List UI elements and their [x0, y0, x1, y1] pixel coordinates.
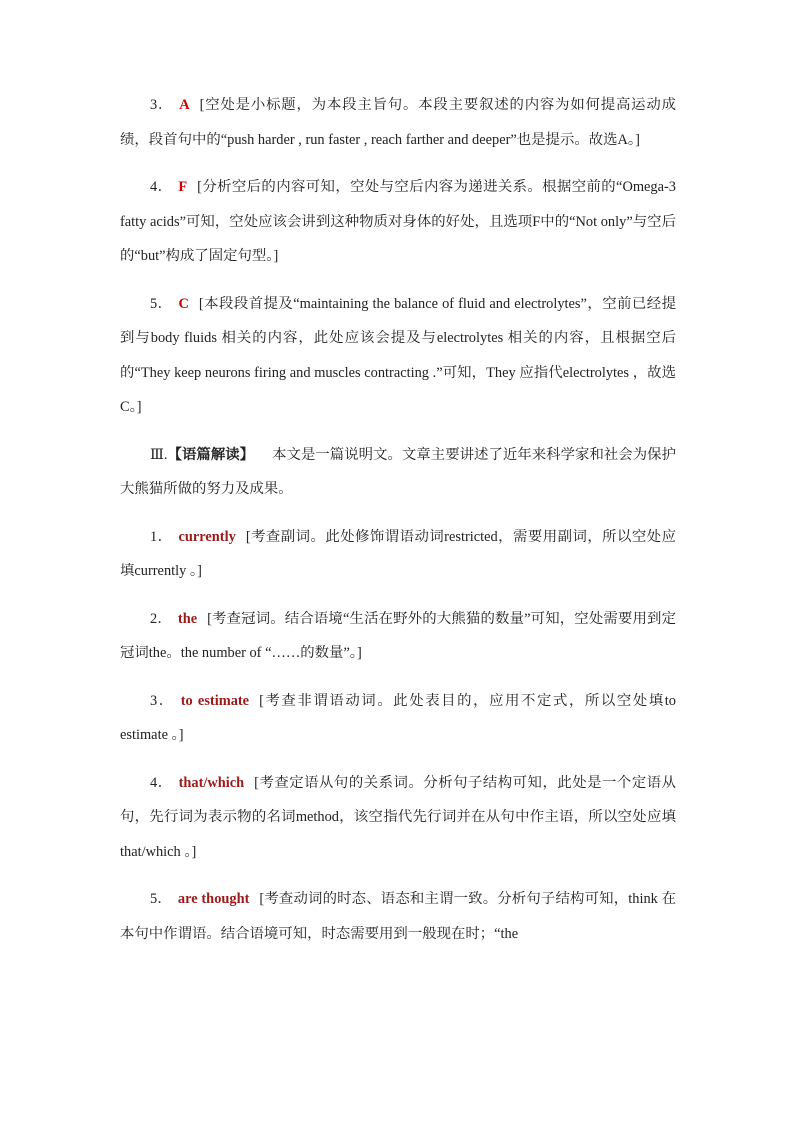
fill-answer-1 — [120, 520, 676, 589]
answer-word: to estimate — [180, 692, 250, 709]
explanation-text: [考查动词的时态、语态和主谓一致。分析句子结构可知，think 在本句中作谓语。结合语境可知，时态需要用到一般现在时；“the — [120, 891, 676, 942]
section-summary: 本文是一篇说明文。文章主要讲述了近年来科学家和社会为保护大熊猫所做的努力及成果。 — [120, 446, 676, 497]
answer-explanations — [120, 88, 676, 951]
fill-answer-4 — [120, 766, 676, 870]
item-number: 3． — [150, 97, 174, 113]
item-number: 4． — [150, 179, 173, 195]
answer-letter: C — [178, 295, 189, 312]
explanation-text: [本段段首提及“maintaining the balance of fluid and electrolytes”，空前已经提到与body fluids 相关的内容，此处应该会提及与electrolytes 相关的内容，且根据空后的“They keep neurons firing and muscles contracting .”可知，They 应指代electrolytes ，故选C。] — [120, 295, 677, 415]
explanation-text: [空处是小标题，为本段主旨句。本段主要叙述的内容为如何提高运动成绩，段首句中的“push harder , run faster , reach farther and deeper”也是提示。故选A。] — [120, 97, 676, 148]
explanation-text: [考查副词。此处修饰谓语动词restricted，需要用副词，所以空处应填currently 。] — [120, 528, 676, 579]
passage-analysis — [120, 438, 676, 507]
fill-answer-5 — [120, 882, 676, 951]
answer-letter: F — [178, 179, 188, 195]
explanation-text: [考查定语从句的关系词。分析句子结构可知，此处是一个定语从句，先行词为表示物的名词method，该空指代先行词并在从句中作主语，所以空处应填that/which 。] — [120, 774, 676, 860]
explanation-item-4 — [120, 170, 676, 274]
explanation-item-3 — [120, 88, 676, 157]
fill-answer-3 — [120, 684, 676, 753]
section-roman: Ⅲ. — [150, 446, 168, 463]
explanation-item-5 — [120, 287, 676, 425]
explanation-text: [分析空后的内容可知，空处与空后内容为递进关系。根据空前的“Omega-3 fatty acids”可知，空处应该会讲到这种物质对身体的好处，且选项F中的“Not only”与空后的“but”构成了固定句型。] — [120, 179, 676, 264]
item-number: 3． — [150, 692, 175, 709]
section-heading-label: 【语篇解读】 — [167, 446, 255, 463]
item-number: 5． — [150, 891, 172, 907]
section-heading — [150, 447, 254, 463]
answer-word: currently — [178, 528, 236, 545]
item-number: 5． — [150, 295, 173, 312]
answer-letter: A — [179, 97, 190, 113]
explanation-text: [考查非谓语动词。此处表目的，应用不定式，所以空处填to estimate 。] — [120, 692, 676, 743]
answer-word: are thought — [177, 891, 250, 907]
item-number: 2． — [150, 610, 172, 627]
explanation-text: [考查冠词。结合语境“生活在野外的大熊猫的数量”可知，空处需要用到定冠词the。the number of “……的数量”。] — [120, 610, 676, 661]
answer-word: that/which — [178, 774, 245, 791]
item-number: 1． — [150, 528, 173, 545]
fill-answer-2 — [120, 602, 676, 671]
answer-word: the — [177, 610, 198, 627]
item-number: 4． — [150, 774, 173, 791]
